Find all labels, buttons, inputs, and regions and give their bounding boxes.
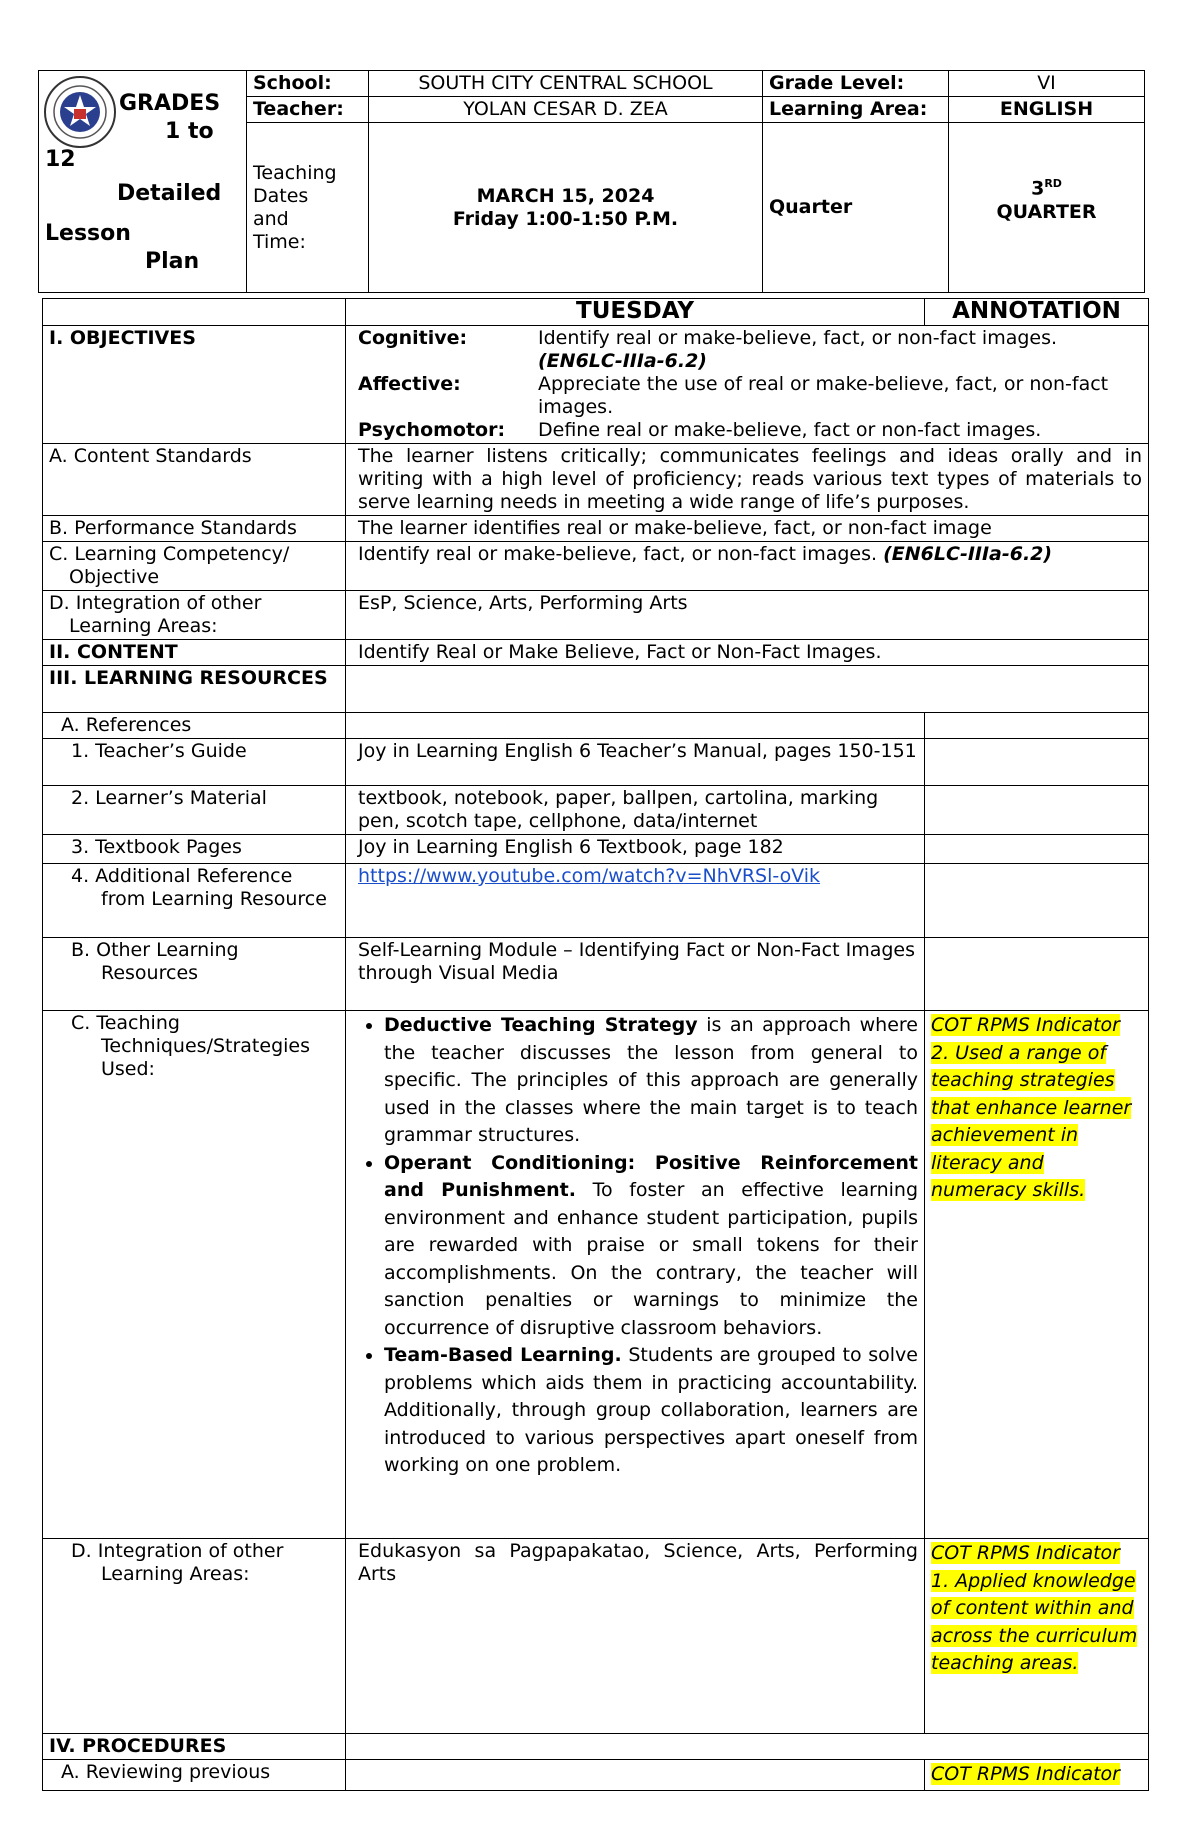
reviewing-blank xyxy=(346,1760,925,1791)
techniques-annotation-text: COT RPMS Indicator 2. Used a range of teaching strategies that enhance learner achievement in literacy and numeracy skills. xyxy=(931,1014,1132,1201)
title-grades: GRADES xyxy=(119,91,221,116)
references-annotation-blank xyxy=(925,713,1149,739)
integration2-text: Edukasyon sa Pagpapakatao, Science, Arts, Performing Arts xyxy=(346,1539,925,1734)
reviewing-annotation xyxy=(925,1760,1149,1791)
strategy-item xyxy=(384,1012,918,1150)
area-label: Learning Area: xyxy=(763,97,949,123)
references-blank xyxy=(346,713,925,739)
time-value: Friday 1:00-1:50 P.M. xyxy=(452,207,679,230)
header-table xyxy=(38,70,1145,293)
objectives-label: I. OBJECTIVES xyxy=(43,326,346,444)
school-value: SOUTH CITY CENTRAL SCHOOL xyxy=(369,71,763,97)
dates-label-line: Teaching xyxy=(253,161,337,184)
other-resources-text: Self-Learning Module – Identifying Fact or Non-Fact Images through Visual Media xyxy=(346,938,925,1011)
techniques-cell xyxy=(346,1011,925,1539)
performance-standards-text: The learner identifies real or make-believe, fact, or non-fact image xyxy=(346,516,1149,542)
school-label: School: xyxy=(247,71,369,97)
learners-material-text: textbook, notebook, paper, ballpen, cartolina, marking pen, scotch tape, cellphone, data/internet xyxy=(346,786,925,835)
integration2-annotation xyxy=(925,1539,1149,1734)
lesson-plan-table xyxy=(42,298,1149,1791)
teacher-value: YOLAN CESAR D. ZEA xyxy=(369,97,763,123)
cognitive-text: Identify real or make-believe, fact, or non-fact images. xyxy=(538,327,1058,349)
strategy-text: is an approach where the teacher discusses the lesson from general to specific. The principles of this approach are generally used in the classes where the main target is to teach grammar structures. xyxy=(384,1014,918,1146)
learning-resources-blank xyxy=(346,666,1149,713)
grade-value: VI xyxy=(949,71,1145,97)
strategy-title: Team-Based Learning. xyxy=(384,1344,622,1366)
date-value: MARCH 15, 2024 xyxy=(476,184,655,207)
title-12: 12 xyxy=(45,147,76,172)
teachers-guide-label: 1. Teacher’s Guide xyxy=(43,739,346,786)
additional-reference-label: 4. Additional Reference from Learning Resource xyxy=(43,864,346,938)
content-text: Identify Real or Make Believe, Fact or Non-Fact Images. xyxy=(346,640,1149,666)
cognitive-row xyxy=(358,327,1142,350)
content-standards-label: A. Content Standards xyxy=(43,444,346,516)
objectives-cell xyxy=(346,326,1149,444)
cognitive-label: Cognitive: xyxy=(358,327,468,349)
learning-resources-label: III. LEARNING RESOURCES xyxy=(43,666,346,713)
quarter-number: 3 xyxy=(1031,177,1045,200)
other-resources-label: B. Other Learning Resources xyxy=(43,938,346,1011)
techniques-label: C. Teaching Techniques/Strategies Used: xyxy=(43,1011,346,1539)
competency-label: C. Learning Competency/ Objective xyxy=(43,542,346,591)
teacher-label: Teacher: xyxy=(247,97,369,123)
youtube-link[interactable]: https://www.youtube.com/watch?v=NhVRSl-oVik xyxy=(358,865,821,887)
strategy-title: Operant Conditioning: Positive Reinforcement and Punishment. xyxy=(384,1151,918,1201)
additional-reference-cell xyxy=(346,864,925,938)
column-tuesday: TUESDAY xyxy=(346,299,925,326)
blank-header-cell xyxy=(43,299,346,326)
column-annotation: ANNOTATION xyxy=(925,299,1149,326)
affective-label: Affective: xyxy=(358,373,461,395)
additional-reference-annotation xyxy=(925,864,1149,938)
performance-standards-label: B. Performance Standards xyxy=(43,516,346,542)
title-lesson: Lesson xyxy=(45,221,131,246)
lesson-plan-title-cell xyxy=(39,71,247,293)
reviewing-label: A. Reviewing previous xyxy=(43,1760,346,1791)
integration-label: D. Integration of other Learning Areas: xyxy=(43,591,346,640)
procedures-blank xyxy=(346,1734,1149,1760)
competency-text: Identify real or make-believe, fact, or non-fact images. xyxy=(358,543,878,565)
psychomotor-row xyxy=(358,419,1142,442)
textbook-pages-label: 3. Textbook Pages xyxy=(43,835,346,864)
strategies-list xyxy=(350,1012,918,1480)
dates-label xyxy=(247,123,369,293)
procedures-label: IV. PROCEDURES xyxy=(43,1734,346,1760)
quarter-word: QUARTER xyxy=(996,200,1097,223)
title-detailed: Detailed xyxy=(117,181,222,206)
strategy-item xyxy=(384,1342,918,1480)
title-1to: 1 to xyxy=(165,119,214,144)
learners-material-annotation xyxy=(925,786,1149,835)
area-value: ENGLISH xyxy=(949,97,1145,123)
quarter-label: Quarter xyxy=(763,123,949,293)
strategy-title: Deductive Teaching Strategy xyxy=(384,1014,698,1036)
teachers-guide-annotation xyxy=(925,739,1149,786)
dates-label-line: and xyxy=(253,207,289,230)
dates-label-line: Time: xyxy=(253,230,306,253)
title-plan: Plan xyxy=(145,249,200,274)
content-standards-text: The learner listens critically; communicates feelings and ideas orally and in writing with a high level of proficiency; reads various text types of materials to serve learning needs in meeting a wide range of life’s purposes. xyxy=(346,444,1149,516)
affective-text: Appreciate the use of real or make-believe, fact, or non-fact images. xyxy=(538,373,1109,418)
psychomotor-text: Define real or make-believe, fact or non-fact images. xyxy=(538,419,1042,441)
integration2-label: D. Integration of other Learning Areas: xyxy=(43,1539,346,1734)
textbook-pages-annotation xyxy=(925,835,1149,864)
quarter-value xyxy=(949,123,1145,293)
strategy-text: To foster an effective learning environment and enhance student participation, pupils are rewarded with praise or small tokens for their accomplishments. On the contrary, the teacher will sanction penalties or warnings to minimize the occurrence of disruptive classroom behaviors. xyxy=(384,1179,918,1339)
content-label: II. CONTENT xyxy=(43,640,346,666)
deped-seal-icon xyxy=(43,75,117,149)
strategy-text: Students are grouped to solve problems which aids them in practicing accountability. Additionally, through group collaboration, learners are introduced to various perspectives apart oneself from working on one problem. xyxy=(384,1344,918,1476)
teachers-guide-text: Joy in Learning English 6 Teacher’s Manual, pages 150-151 xyxy=(346,739,925,786)
other-resources-annotation xyxy=(925,938,1149,1011)
cognitive-code: (EN6LC-IIIa-6.2) xyxy=(538,350,707,372)
competency-cell xyxy=(346,542,1149,591)
dates-label-line: Dates xyxy=(253,184,309,207)
learners-material-label: 2. Learner’s Material xyxy=(43,786,346,835)
competency-code: (EN6LC-IIIa-6.2) xyxy=(883,543,1053,565)
affective-row xyxy=(358,373,1142,419)
strategy-item xyxy=(384,1150,918,1343)
date-time-value xyxy=(369,123,763,293)
quarter-suffix: RD xyxy=(1044,177,1062,191)
integration2-annotation-text: COT RPMS Indicator 1. Applied knowledge of content within and across the curriculum teaching areas. xyxy=(931,1542,1138,1674)
psychomotor-label: Psychomotor: xyxy=(358,419,506,441)
integration-text: EsP, Science, Arts, Performing Arts xyxy=(346,591,1149,640)
grade-label: Grade Level: xyxy=(763,71,949,97)
references-label: A. References xyxy=(43,713,346,739)
techniques-annotation xyxy=(925,1011,1149,1539)
reviewing-annotation-text: COT RPMS Indicator xyxy=(931,1763,1120,1785)
textbook-pages-text: Joy in Learning English 6 Textbook, page 182 xyxy=(346,835,925,864)
